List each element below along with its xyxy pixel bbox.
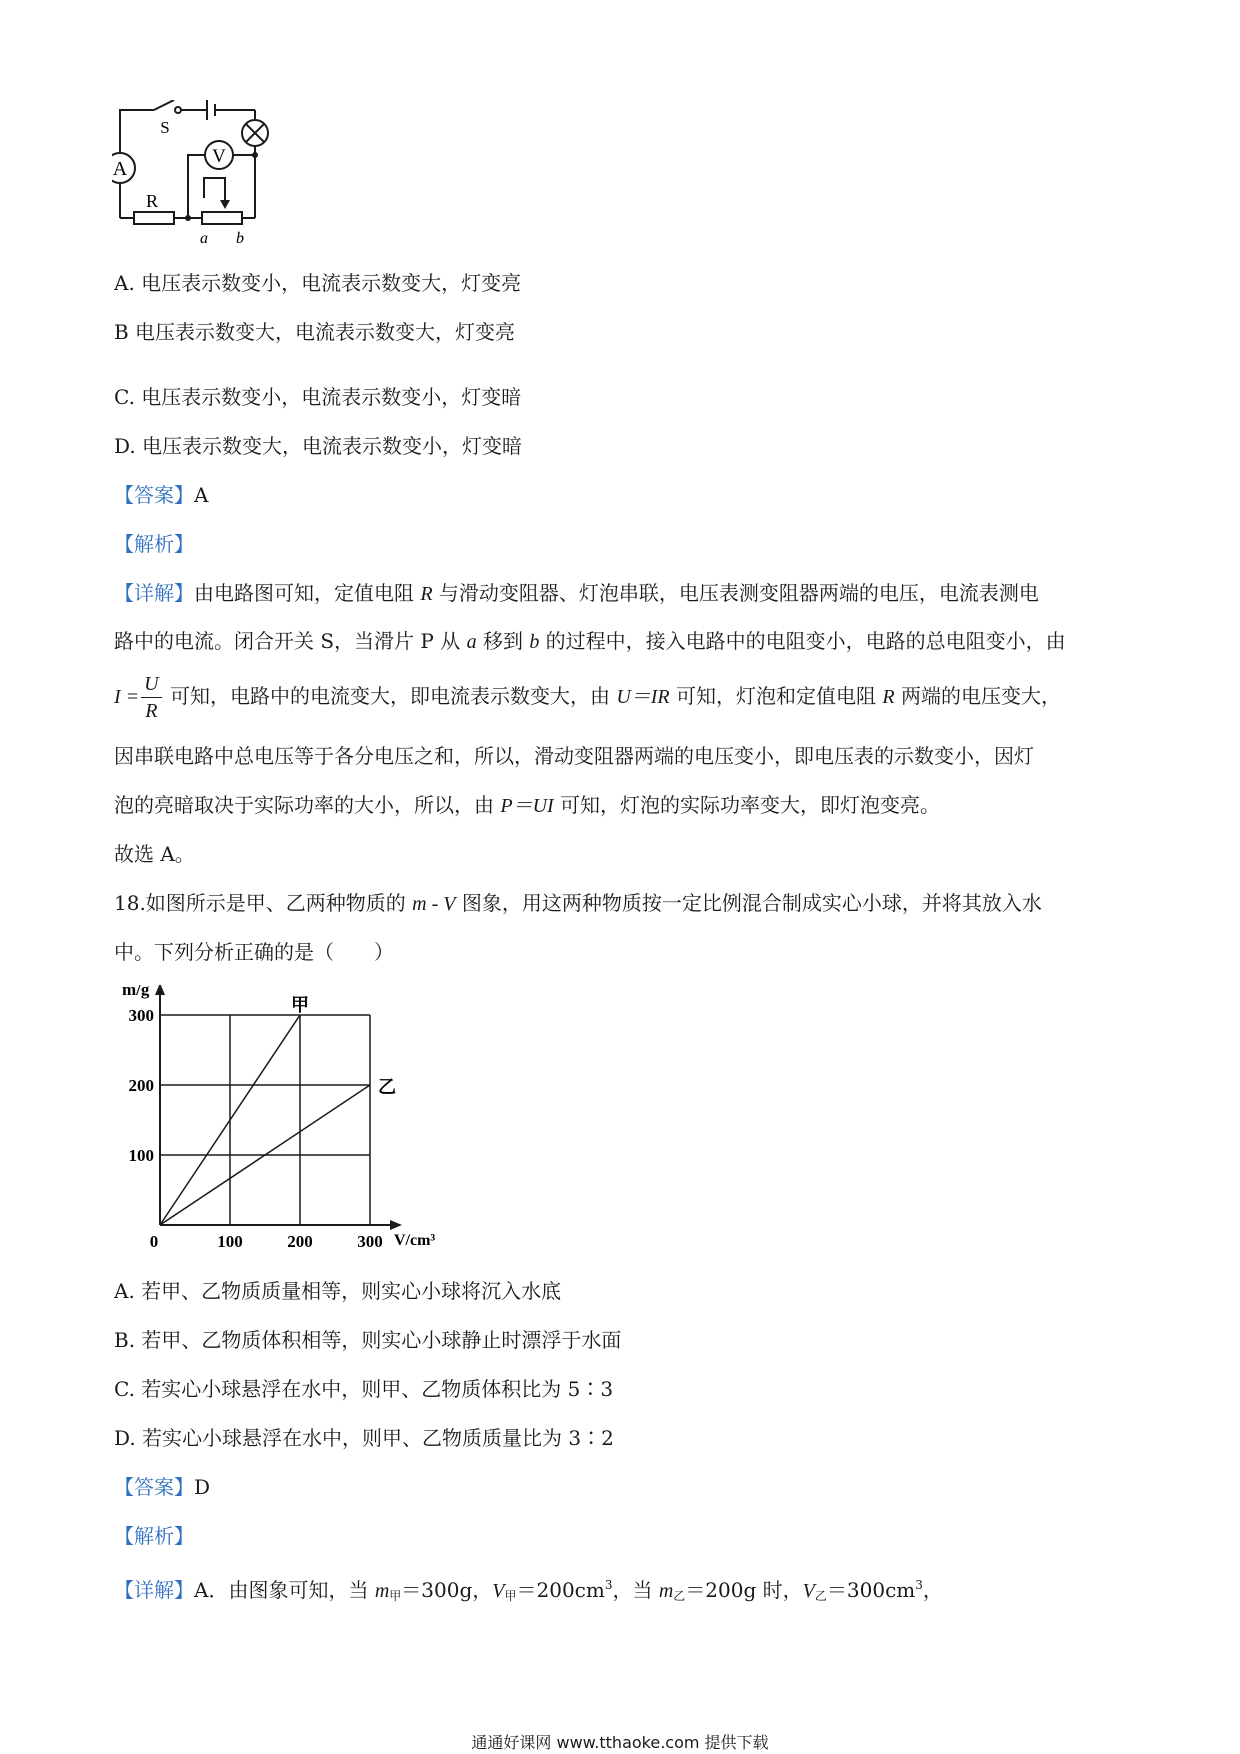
answer-value: A <box>194 483 209 507</box>
answer-label: 【答案】 <box>114 1475 194 1499</box>
x-tick-label: 200 <box>287 1232 313 1251</box>
y-axis-label: m/g <box>122 985 150 999</box>
y-tick-label: 100 <box>128 1146 154 1165</box>
circuit-diagram <box>112 100 312 250</box>
x-tick-label: 100 <box>217 1232 243 1251</box>
voltmeter-label: V <box>212 146 226 167</box>
q18-analysis-label: 【解析】 <box>114 1524 194 1548</box>
q18-option-a: A. 若甲、乙物质质量相等，则实心小球将沉入水底 <box>114 1279 562 1303</box>
ohm-law-lhs: I = <box>114 686 140 708</box>
q17-detail-line5: 泡的亮暗取决于实际功率的大小，所以，由 P＝UI 可知，灯泡的实际功率变大，即灯泡变亮。 <box>114 793 941 817</box>
x-axis-label: V/cm³ <box>394 1232 436 1249</box>
y-tick-label: 200 <box>128 1076 154 1095</box>
x-tick-label: 0 <box>149 1232 159 1251</box>
x-tick-label: 300 <box>357 1232 383 1251</box>
q18-option-c: C. 若实心小球悬浮在水中，则甲、乙物质体积比为 5∶3 <box>114 1377 614 1401</box>
q17-option-b: B 电压表示数变大，电流表示数变大，灯变亮 <box>114 320 516 344</box>
q18-stem-line1: 18.如图所示是甲、乙两种物质的 m - V 图象，用这两种物质按一定比例混合制成实心小球，并将其放入水 <box>114 891 1042 915</box>
ammeter-label: A <box>112 158 128 180</box>
series-label-1: 甲 <box>291 995 309 1015</box>
q17-detail-line1: 【详解】由电路图可知，定值电阻 R 与滑动变阻器、灯泡串联，电压表测变阻器两端的电压，电流表测电 <box>114 581 1039 605</box>
q17-conclusion: 故选 A。 <box>114 842 195 866</box>
resistor-label: R <box>145 191 159 211</box>
q17-option-c: C. 电压表示数变小，电流表示数变小，灯变暗 <box>114 385 522 409</box>
y-tick-label: 300 <box>128 1006 154 1025</box>
point-b-label: b <box>236 230 244 247</box>
footer-source: 通通好课网 www.tthaoke.com 提供下载 <box>471 1733 769 1752</box>
q17-detail-line2: 路中的电流。闭合开关 S，当滑片 P 从 a 移到 b 的过程中，接入电路中的电阻变小，电路的总电阻变小，由 <box>114 629 1066 653</box>
detail-label: 【详解】 <box>114 581 194 605</box>
switch-label: S <box>160 118 170 137</box>
q17-analysis-label: 【解析】 <box>114 532 194 556</box>
x-axis-arrow <box>390 1220 402 1230</box>
q18-answer <box>114 1473 210 1501</box>
q17-detail-line4: 因串联电路中总电压等于各分电压之和，所以，滑动变阻器两端的电压变小，即电压表的示数变小，因灯 <box>114 744 1034 768</box>
q18-option-d: D. 若实心小球悬浮在水中，则甲、乙物质质量比为 3∶2 <box>114 1426 614 1450</box>
q18-stem-line2: 中。下列分析正确的是（ ） <box>114 940 394 964</box>
q17-detail-line3: I = $\frac{U}{R}$ 可知，电路中的电流变大，即电流表示数变大，由 U＝IR 可知，灯泡和定值电阻 R 两端的电压变大， <box>114 673 1061 722</box>
ohm-law-fraction: $\frac{U}{R}$ <box>141 671 161 724</box>
y-axis-arrow <box>155 985 165 995</box>
mv-chart <box>112 985 452 1260</box>
q17-answer <box>114 481 208 509</box>
answer-value: D <box>194 1475 211 1499</box>
answer-label: 【答案】 <box>114 483 194 507</box>
q17-option-a: A. 电压表示数变小，电流表示数变大，灯变亮 <box>114 271 522 295</box>
point-a-label: a <box>200 230 208 247</box>
q17-option-d: D. 电压表示数变大，电流表示数变小，灯变暗 <box>114 434 523 458</box>
q18-option-b: B. 若甲、乙物质体积相等，则实心小球静止时漂浮于水面 <box>114 1328 622 1352</box>
q18-detail-line1: 【详解】A．由图象可知，当 $m_甲=300g$，$V_甲=200cm^3$，当 $m_乙=200g$ 时，$V_乙=300cm^3$， <box>114 1578 943 1603</box>
series-label-2: 乙 <box>378 1077 396 1097</box>
detail-label: 【详解】 <box>114 1578 194 1602</box>
